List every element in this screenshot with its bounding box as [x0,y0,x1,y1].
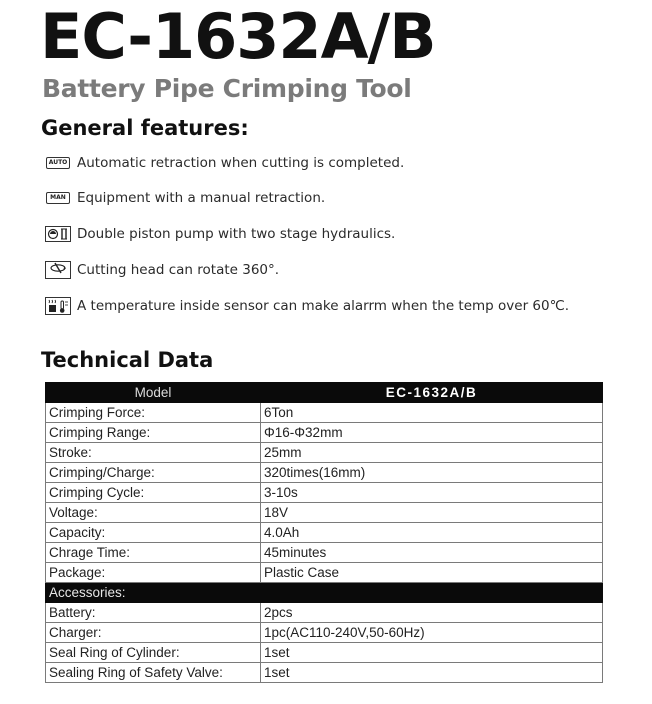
table-row [46,443,603,463]
accessories-section-row [46,583,603,603]
spec-key: Package: [46,563,261,583]
accessories-label-blank [261,583,603,603]
features-heading: General features: [41,116,249,140]
spec-key: Voltage: [46,503,261,523]
table-row [46,463,603,483]
auto-retraction-icon: AUTO [45,154,71,172]
manual-retraction-icon: MAN [45,189,71,207]
spec-key: Chrage Time: [46,543,261,563]
feature-text: Cutting head can rotate 360°. [77,262,280,278]
feature-item [45,224,395,244]
feature-item [45,296,569,316]
table-row [46,503,603,523]
table-row [46,643,603,663]
feature-item [45,153,404,173]
spec-key: Crimping/Charge: [46,463,261,483]
table-row [46,603,603,623]
spec-key: Crimping Range: [46,423,261,443]
spec-value: 4.0Ah [261,523,603,543]
feature-text: Automatic retraction when cutting is completed. [77,155,405,171]
technical-heading: Technical Data [41,348,214,372]
spec-value: 18V [261,503,603,523]
accessory-value: 1set [261,663,603,683]
accessory-key: Seal Ring of Cylinder: [46,643,261,663]
accessory-key: Battery: [46,603,261,623]
model-title: EC-1632A/B [40,0,436,73]
accessories-label: Accessories: [46,583,261,603]
spec-value: 320times(16mm) [261,463,603,483]
header-key: Model [46,383,261,403]
table-header-row [46,383,603,403]
feature-item [45,188,325,208]
temperature-sensor-icon [45,297,71,315]
table-row [46,523,603,543]
feature-item [45,260,279,280]
table-row [46,483,603,503]
table-row [46,403,603,423]
rotate-360-icon [45,261,71,279]
table-row [46,423,603,443]
spec-key: Capacity: [46,523,261,543]
table-row [46,563,603,583]
spec-value: 45minutes [261,543,603,563]
feature-text: Equipment with a manual retraction. [77,190,326,206]
spec-value: Φ16-Φ32mm [261,423,603,443]
header-value: EC-1632A/B [261,383,603,403]
feature-text: Double piston pump with two stage hydraulics. [77,226,396,242]
hydraulic-pump-icon [45,225,71,243]
accessory-key: Charger: [46,623,261,643]
spec-value: 6Ton [261,403,603,423]
feature-text: A temperature inside sensor can make alarrm when the temp over 60℃. [77,298,570,314]
accessory-value: 1set [261,643,603,663]
spec-value: 25mm [261,443,603,463]
table-row [46,623,603,643]
accessory-value: 1pc(AC110-240V,50-60Hz) [261,623,603,643]
spec-key: Crimping Cycle: [46,483,261,503]
table-row [46,663,603,683]
table-row [46,543,603,563]
spec-key: Crimping Force: [46,403,261,423]
accessory-key: Sealing Ring of Safety Valve: [46,663,261,683]
spec-table [45,382,603,683]
product-subtitle: Battery Pipe Crimping Tool [42,74,412,103]
spec-value: 3-10s [261,483,603,503]
spec-value: Plastic Case [261,563,603,583]
accessory-value: 2pcs [261,603,603,623]
spec-key: Stroke: [46,443,261,463]
